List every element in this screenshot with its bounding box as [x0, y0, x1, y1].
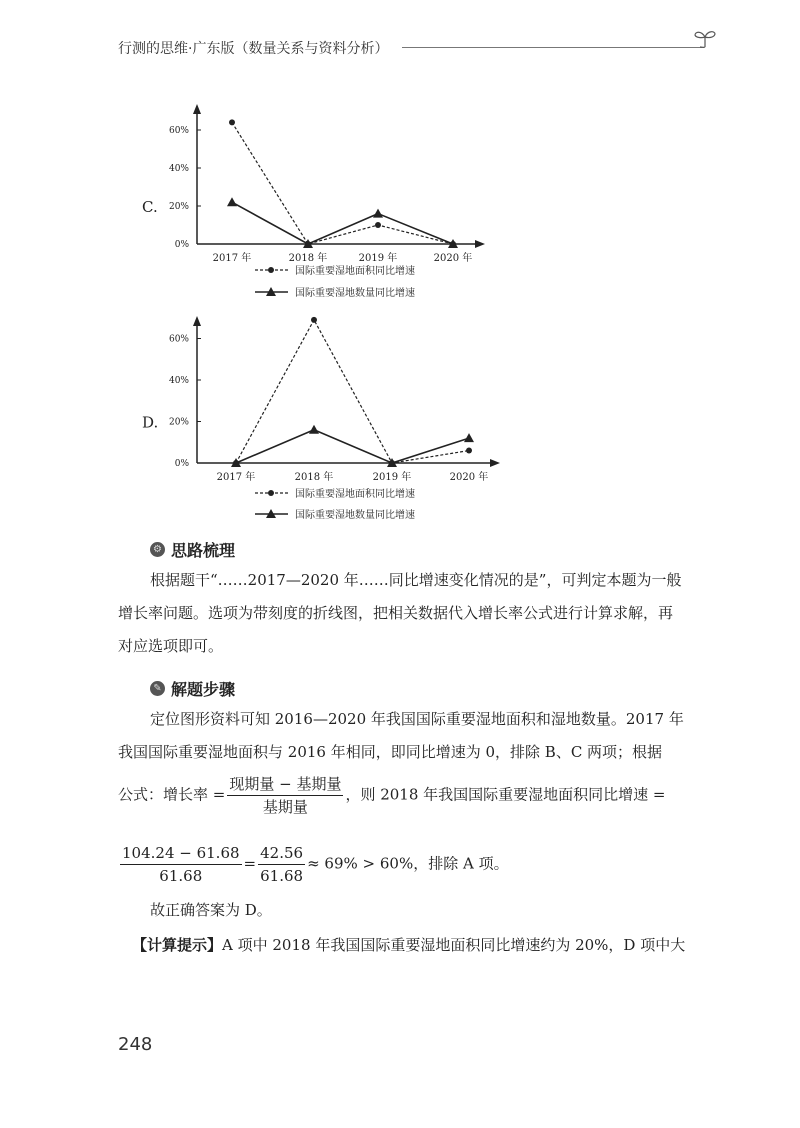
x-tick-label: 2020 年 — [433, 253, 473, 264]
x-tick-label: 2017 年 — [212, 253, 252, 264]
paragraph-line: 定位图形资料可知 2016—2020 年我国国际重要湿地面积和湿地数量。2017 年 — [150, 710, 684, 728]
data-point-circle — [229, 119, 235, 125]
page-number: 248 — [118, 1034, 153, 1055]
section-heading-analysis — [150, 538, 235, 561]
data-point-triangle — [373, 209, 383, 218]
y-tick-label: 0% — [174, 240, 189, 250]
y-axis-arrow-icon — [193, 104, 201, 114]
fraction-denominator: 61.68 — [159, 867, 203, 885]
y-tick-label: 20% — [168, 202, 189, 212]
y-tick-label: 20% — [168, 417, 189, 428]
y-tick-label: 40% — [168, 164, 189, 174]
x-tick-label: 2019 年 — [372, 472, 412, 483]
legend-circle-icon — [268, 267, 274, 273]
tip-label: 【计算提示】 — [132, 936, 223, 954]
calc-suffix: ≈ 69% > 60%，排除 A 项。 — [307, 854, 509, 873]
fraction-denominator: 基期量 — [262, 798, 308, 816]
pen-icon: ✎ — [150, 681, 165, 696]
option-label: D. — [142, 413, 159, 432]
y-tick-label: 0% — [174, 459, 189, 469]
data-point-triangle — [464, 433, 474, 442]
x-tick-label: 2019 年 — [358, 253, 398, 264]
x-tick-label: 2018 年 — [294, 472, 334, 483]
data-point-circle — [466, 448, 472, 454]
x-tick-label: 2020 年 — [449, 472, 489, 483]
sprout-icon — [692, 26, 718, 50]
y-tick-label: 60% — [168, 126, 189, 136]
paragraph-line: 我国国际重要湿地面积与 2016 年相同，即同比增速为 0，排除 B、C 两项；根据 — [118, 743, 663, 761]
series-line-count — [236, 430, 469, 463]
formula-line — [118, 773, 700, 818]
option-label: C. — [142, 198, 158, 216]
formula-suffix: ，则 2018 年我国国际重要湿地面积同比增速 = — [345, 785, 666, 804]
x-tick-label: 2017 年 — [216, 472, 256, 483]
legend-label: 国际重要湿地数量同比增速 — [295, 510, 415, 521]
fraction-denominator: 61.68 — [260, 867, 304, 885]
section-title: 解题步骤 — [171, 680, 236, 699]
running-header-title: 行测的思维·广东版（数量关系与资料分析） — [118, 41, 389, 57]
x-tick-label: 2018 年 — [288, 253, 328, 264]
data-point-circle — [311, 317, 317, 323]
paragraph-line: 对应选项即可。 — [118, 637, 224, 655]
legend-circle-icon — [268, 490, 274, 496]
x-axis-arrow-icon — [475, 240, 485, 248]
tip-text: A 项中 2018 年我国国际重要湿地面积同比增速约为 20%，D 项中大 — [222, 936, 686, 954]
legend-label: 国际重要湿地面积同比增速 — [295, 489, 415, 500]
y-tick-label: 60% — [168, 334, 189, 345]
y-axis-arrow-icon — [193, 316, 201, 326]
gear-icon: ⚙ — [150, 542, 165, 557]
series-line-count — [232, 202, 453, 244]
data-point-triangle — [227, 197, 237, 206]
section-heading-steps — [150, 677, 235, 700]
fraction-numerator: 现期量 − 基期量 — [227, 773, 343, 796]
calculation-line — [118, 842, 700, 887]
legend-label: 国际重要湿地面积同比增速 — [295, 266, 415, 277]
calc-fraction-1 — [120, 842, 242, 887]
series-line-area — [232, 122, 453, 244]
calc-fraction-2 — [258, 842, 305, 887]
fraction-numerator: 104.24 − 61.68 — [120, 842, 242, 865]
paragraph-line: 根据题干“……2017—2020 年……同比增速变化情况的是”，可判定本题为一般 — [150, 571, 682, 589]
paragraph-line: 增长率问题。选项为带刻度的折线图，把相关数据代入增长率公式进行计算求解，再 — [118, 604, 674, 622]
series-line-area — [236, 320, 469, 463]
y-tick-label: 40% — [168, 376, 189, 386]
header-rule — [402, 47, 702, 48]
section-title: 思路梳理 — [171, 541, 236, 560]
answer-line: 故正确答案为 D。 — [150, 901, 272, 919]
growth-rate-fraction — [227, 773, 343, 818]
equals-sign: = — [243, 854, 257, 873]
tip-line — [118, 929, 700, 962]
fraction-numerator: 42.56 — [258, 842, 305, 865]
formula-prefix: 公式：增长率 = — [118, 785, 226, 804]
chart-option-d — [140, 312, 520, 534]
data-point-triangle — [309, 425, 319, 434]
chart-option-c — [140, 98, 520, 308]
legend-label: 国际重要湿地数量同比增速 — [295, 288, 415, 299]
x-axis-arrow-icon — [490, 459, 500, 467]
data-point-circle — [375, 222, 381, 228]
